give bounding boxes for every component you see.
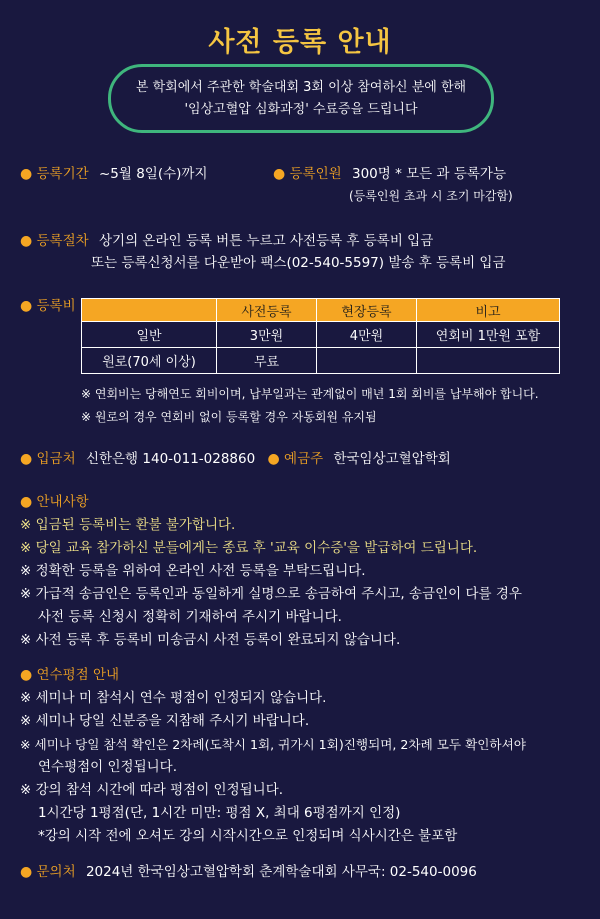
procedure-label: 등록절차 <box>36 233 89 249</box>
credit-item: ※ 강의 참석 시간에 따라 평점이 인정됩니다. <box>20 782 284 798</box>
intro-line: '임상고혈압 심화과정' 수료증을 드립니다 <box>184 101 418 117</box>
table-header: 비고 <box>417 299 560 322</box>
contact-label: 문의처 <box>36 864 76 880</box>
contact-value: 2024년 한국임상고혈압학회 춘계학술대회 사무국: 02-540-0096 <box>85 864 477 880</box>
credit-item: ※ 세미나 당일 신분증을 지참해 주시기 바랍니다. <box>20 713 310 729</box>
bullet-dot-icon: ● <box>20 233 33 249</box>
procedure-row <box>20 230 506 274</box>
guide-item: ※ 당일 교육 참가하신 분들에게는 종료 후 '교육 이수증'을 발급하여 드립니다. <box>20 540 478 556</box>
bullet-dot-icon: ● <box>273 166 286 182</box>
bullet-dot-icon: ● <box>20 494 33 510</box>
table-cell: 연회비 1만원 포함 <box>417 322 560 348</box>
credit-item: ※ 세미나 미 참석시 연수 평점이 인정되지 않습니다. <box>20 690 327 706</box>
table-header-row <box>82 299 560 322</box>
credit-section <box>20 664 526 848</box>
table-row <box>82 322 560 348</box>
table-header: 현장등록 <box>317 299 417 322</box>
page-title: 사전 등록 안내 <box>208 27 392 58</box>
fee-table <box>81 298 560 374</box>
guide-item: ※ 입금된 등록비는 환불 불가합니다. <box>20 517 236 533</box>
table-cell: 무료 <box>217 348 317 374</box>
period-label: 등록기간 <box>36 166 89 182</box>
guide-item: ※ 정확한 등록을 위하여 온라인 사전 등록을 부탁드립니다. <box>20 563 366 579</box>
procedure-line: 또는 등록신청서를 다운받아 팩스(02-540-5597) 발송 후 등록비 입금 <box>91 255 506 271</box>
fee-notes <box>81 383 539 429</box>
credit-item: ※ 세미나 당일 참석 확인은 2차례(도착시 1회, 귀가시 1회)진행되며, 2차례 모두 확인하셔야 <box>20 737 526 752</box>
bullet-dot-icon: ● <box>20 864 33 880</box>
fee-label-row <box>20 295 76 317</box>
bullet-dot-icon: ● <box>20 166 33 182</box>
credit-label: 연수평점 안내 <box>36 667 120 683</box>
capacity-label: 등록인원 <box>289 166 342 182</box>
table-cell <box>417 348 560 374</box>
guide-section <box>20 491 522 652</box>
intro-line: 본 학회에서 주관한 학술대회 3회 이상 참여하신 분에 한해 <box>135 79 467 95</box>
table-cell: 일반 <box>82 322 217 348</box>
holder-label: 예금주 <box>284 451 324 467</box>
table-cell: 원로(70세 이상) <box>82 348 217 374</box>
table-cell: 4만원 <box>317 322 417 348</box>
bullet-dot-icon: ● <box>20 451 33 467</box>
guide-label: 안내사항 <box>36 494 89 510</box>
bullet-dot-icon: ● <box>20 667 33 683</box>
table-header: 사전등록 <box>217 299 317 322</box>
bank-value: 신한은행 140-011-028860 <box>85 451 256 467</box>
bank-label: 입금처 <box>36 451 76 467</box>
bullet-dot-icon: ● <box>267 451 280 467</box>
guide-item: 사전 등록 신청시 정확히 기재하여 주시기 바랍니다. <box>38 609 342 625</box>
capacity-row <box>273 163 513 207</box>
period-value: ~5월 8일(수)까지 <box>98 166 208 182</box>
contact-row <box>20 861 477 883</box>
table-cell: 3만원 <box>217 322 317 348</box>
capacity-value: 300명 * 모든 과 등록가능 <box>351 166 506 182</box>
credit-item: 연수평점이 인정됩니다. <box>38 759 177 775</box>
fee-note: ※ 연회비는 당해연도 회비이며, 납부일과는 관계없이 매년 1회 회비를 납부해야 합니다. <box>81 387 539 401</box>
guide-item: ※ 사전 등록 후 등록비 미송금시 사전 등록이 완료되지 않습니다. <box>20 632 401 648</box>
intro-box <box>108 64 494 133</box>
fee-note: ※ 원로의 경우 연회비 없이 등록할 경우 자동회원 유지됨 <box>81 410 377 424</box>
table-header <box>82 299 217 322</box>
holder-value: 한국임상고혈압학회 <box>333 451 451 467</box>
procedure-line: 상기의 온라인 등록 버튼 누르고 사전등록 후 등록비 입금 <box>98 233 434 249</box>
fee-label: 등록비 <box>36 298 76 314</box>
credit-item: *강의 시작 전에 오셔도 강의 시작시간으로 인정되며 식사시간은 불포함 <box>38 828 458 844</box>
table-row <box>82 348 560 374</box>
credit-item: 1시간당 1평점(단, 1시간 미만: 평점 X, 최대 6평점까지 인정) <box>38 805 401 821</box>
bullet-dot-icon: ● <box>20 298 33 314</box>
capacity-note: (등록인원 초과 시 조기 마감함) <box>349 189 513 203</box>
table-cell <box>317 348 417 374</box>
period-row <box>20 163 208 185</box>
bank-row <box>20 448 451 470</box>
guide-item: ※ 가급적 송금인은 등록인과 동일하게 실명으로 송금하여 주시고, 송금인이 다를 경우 <box>20 586 522 602</box>
